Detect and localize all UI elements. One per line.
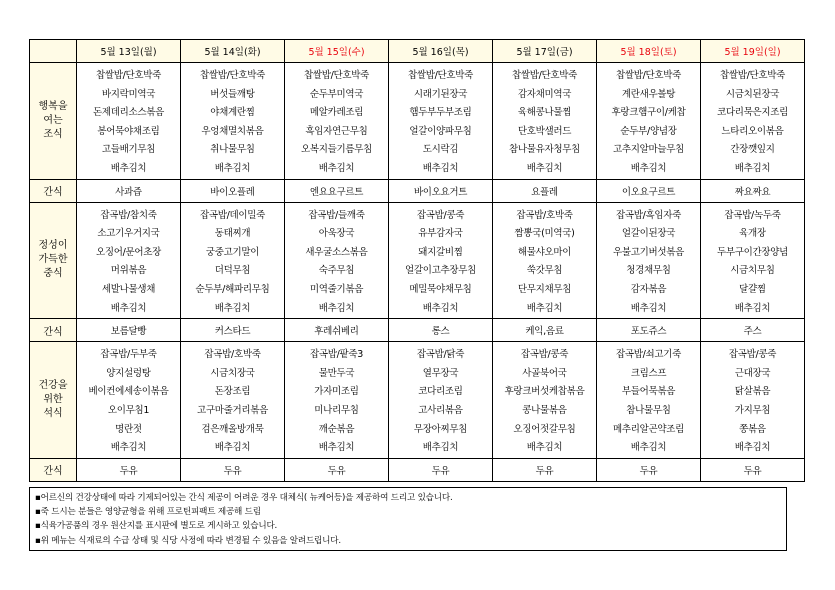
dish-item: 우엉채멸치볶음 xyxy=(201,125,264,137)
dish-item: 배추김치 xyxy=(734,162,771,174)
dish-item: 배추김치 xyxy=(526,302,563,314)
dish-item: 근대장국 xyxy=(734,367,771,379)
snack-item: 커스타드 xyxy=(181,319,285,342)
dish-item: 버섯들깨탕 xyxy=(210,88,255,100)
dish-item: 잡곡밥/녹두죽 xyxy=(724,209,781,221)
dish-item: 고구마줄거리볶음 xyxy=(196,404,269,416)
dish-item: 우불고기버섯볶음 xyxy=(612,246,685,258)
dish-item: 바지락미역국 xyxy=(101,88,156,100)
dish-item: 참나물무침 xyxy=(626,404,671,416)
dish-item: 잡곡밥/닭죽 xyxy=(416,349,465,361)
dish-item: 짬뽕국(미역국) xyxy=(514,228,575,240)
dish-item: 참나물유자청무침 xyxy=(508,144,581,156)
snack-item: 후레쉬베리 xyxy=(285,319,389,342)
dish-item: 해물샤오마이 xyxy=(517,246,572,258)
dish-item: 물만두국 xyxy=(318,367,355,379)
dish-item: 잡곡밥/호박죽 xyxy=(516,209,573,221)
dish-item: 오이무침1 xyxy=(107,404,150,416)
dish-item: 잡곡밥/팥죽3 xyxy=(309,349,364,361)
dish-item: 배추김치 xyxy=(734,302,771,314)
dish-item: 후랑크햄구이/케찹 xyxy=(611,107,686,119)
dish-item: 닭살볶음 xyxy=(734,386,771,398)
dish-item: 배추김치 xyxy=(526,162,563,174)
dish-item: 얼갈이양파무침 xyxy=(409,125,472,137)
dish-item: 시래기된장국 xyxy=(413,88,468,100)
meal-cell xyxy=(701,342,805,459)
dish-item: 단무지채무침 xyxy=(517,283,572,295)
dish-item: 배추김치 xyxy=(110,442,147,454)
snack-item: 두유 xyxy=(493,458,597,481)
snack-item: 두유 xyxy=(389,458,493,481)
meal-cell xyxy=(597,202,701,319)
meal-cell xyxy=(701,63,805,180)
note-line: ▪어르신의 건강상태에 따라 기제되어있는 간식 제공이 어려운 경우 대체식( 뉴케어등)을 제공하여 드리고 있습니다. xyxy=(35,493,453,503)
dish-item: 배추김치 xyxy=(630,442,667,454)
dish-item: 도시락김 xyxy=(422,144,459,156)
dish-item: 쑥갓무침 xyxy=(526,265,563,277)
dish-item: 사골북어국 xyxy=(522,367,567,379)
dish-item: 두부구이간장양념 xyxy=(716,246,789,258)
date-header: 5월 18일(토) xyxy=(597,40,701,63)
meal-cell xyxy=(181,202,285,319)
snack-item: 사과즙 xyxy=(77,179,181,202)
snack-item: 바이오요거트 xyxy=(389,179,493,202)
snack-label: 간식 xyxy=(30,319,77,342)
dish-item: 배추김치 xyxy=(318,442,355,454)
dish-item: 가자미조림 xyxy=(314,386,359,398)
dish-item: 머위볶음 xyxy=(110,265,147,277)
dish-item: 명란젓 xyxy=(115,423,142,435)
meal-cell xyxy=(493,342,597,459)
dish-item: 잡곡밥/콩죽 xyxy=(416,209,465,221)
dish-item: 배추김치 xyxy=(318,162,355,174)
snack-item: 보름달빵 xyxy=(77,319,181,342)
snack-item: 두유 xyxy=(181,458,285,481)
dish-item: 배추김치 xyxy=(110,162,147,174)
snack-item: 이오요구르트 xyxy=(597,179,701,202)
dish-item: 잡곡밥/콩죽 xyxy=(520,349,569,361)
dish-item: 배추김치 xyxy=(318,302,355,314)
dish-item: 베이컨에세송이볶음 xyxy=(88,386,169,398)
dish-item: 배추김치 xyxy=(214,162,251,174)
dish-item: 잡곡밥/호박죽 xyxy=(204,349,261,361)
dish-item: 메밀묵야채무침 xyxy=(409,283,472,295)
dish-item: 무장아찌무침 xyxy=(413,423,468,435)
dish-item: 깨순볶음 xyxy=(318,423,355,435)
meal-row xyxy=(30,202,805,319)
dish-item: 얼갈이고추장무침 xyxy=(404,265,477,277)
dish-item: 코다리조림 xyxy=(418,386,463,398)
snack-item: 포도쥬스 xyxy=(597,319,701,342)
dish-item: 취나물무침 xyxy=(210,144,255,156)
dish-item: 오징어/문어초장 xyxy=(95,246,162,258)
dish-item: 잡곡밥/참치죽 xyxy=(100,209,157,221)
dish-item: 계란새우볼탕 xyxy=(621,88,676,100)
dish-item: 단호박샐러드 xyxy=(517,125,572,137)
dish-item: 배추김치 xyxy=(630,162,667,174)
dish-item: 고사리볶음 xyxy=(418,404,463,416)
dish-item: 얼갈이된장국 xyxy=(621,228,676,240)
note-line: ▪식육가공품의 경우 원산지를 표시판에 별도로 게시하고 있습니다. xyxy=(35,521,278,532)
corner-cell xyxy=(30,40,77,63)
snack-label: 간식 xyxy=(30,458,77,481)
dish-item: 배추김치 xyxy=(734,442,771,454)
dish-item: 콩나물볶음 xyxy=(522,404,567,416)
dish-item: 고추지알마늘무침 xyxy=(612,144,685,156)
dish-item: 후랑크버섯케찹볶음 xyxy=(504,386,585,398)
meal-cell xyxy=(597,63,701,180)
date-header: 5월 17일(금) xyxy=(493,40,597,63)
meal-cell xyxy=(597,342,701,459)
meal-cell xyxy=(389,202,493,319)
dish-item: 시금치무침 xyxy=(730,265,775,277)
snack-item: 짜요짜요 xyxy=(701,179,805,202)
dish-item: 고들배기무침 xyxy=(101,144,156,156)
meal-label: 행복을 여는 조식 xyxy=(30,63,77,180)
dish-item: 야채계란찜 xyxy=(210,107,255,119)
meal-label: 건강을 위한 석식 xyxy=(30,342,77,459)
dish-item: 육해콩나물찜 xyxy=(517,107,572,119)
meal-cell xyxy=(493,63,597,180)
snack-item: 요플레 xyxy=(493,179,597,202)
dish-item: 순두부/해파리무침 xyxy=(195,283,270,295)
notes-box xyxy=(29,487,787,551)
dish-item: 배추김치 xyxy=(214,442,251,454)
dish-item: 잡곡밥/콩죽 xyxy=(728,349,777,361)
meal-cell xyxy=(77,342,181,459)
dish-item: 배추김치 xyxy=(422,442,459,454)
dish-item: 동태찌개 xyxy=(214,228,251,240)
weekly-menu-table xyxy=(29,39,805,482)
dish-item: 찹쌀밥/단호박죽 xyxy=(615,70,682,81)
meal-cell xyxy=(389,342,493,459)
dish-item: 배추김치 xyxy=(630,302,667,314)
snack-item: 엔요요구르트 xyxy=(285,179,389,202)
dish-item: 코다리묵은지조림 xyxy=(716,107,789,119)
dish-item: 미역줄기볶음 xyxy=(309,283,364,295)
date-header: 5월 15일(수) xyxy=(285,40,389,63)
dish-item: 오복지들기름무침 xyxy=(300,144,373,156)
meal-cell xyxy=(181,63,285,180)
dish-item: 배추김치 xyxy=(422,302,459,314)
dish-item: 메알카레조림 xyxy=(309,107,364,119)
dish-item: 배추김치 xyxy=(110,302,147,314)
meal-cell xyxy=(285,63,389,180)
dish-item: 잡곡밥/두부죽 xyxy=(100,349,157,361)
dish-item: 찹쌀밥/단호박죽 xyxy=(719,70,786,81)
dish-item: 소고기우거지국 xyxy=(97,228,160,240)
meal-cell xyxy=(285,202,389,319)
snack-item: 롱스 xyxy=(389,319,493,342)
dish-item: 찹쌀밥/단호박죽 xyxy=(407,70,474,81)
dish-item: 잡곡밥/쇠고기죽 xyxy=(615,349,682,361)
snack-item: 두유 xyxy=(701,458,805,481)
dish-item: 달걀찜 xyxy=(739,283,766,295)
snack-row xyxy=(30,319,805,342)
meal-cell xyxy=(285,342,389,459)
dish-item: 찹쌀밥/단호박죽 xyxy=(199,70,266,81)
meal-cell xyxy=(389,63,493,180)
snack-label: 간식 xyxy=(30,179,77,202)
dish-item: 배추김치 xyxy=(214,302,251,314)
snack-item: 케익,음료 xyxy=(493,319,597,342)
dish-item: 흑임자연근무침 xyxy=(305,125,368,137)
dish-item: 찹쌀밥/단호박죽 xyxy=(95,70,162,81)
dish-item: 돈장조림 xyxy=(214,386,251,398)
dish-item: 세발나물생채 xyxy=(101,283,156,295)
dish-item: 새우굴소스볶음 xyxy=(305,246,368,258)
dish-item: 배추김치 xyxy=(526,442,563,454)
dish-item: 양지설렁탕 xyxy=(106,367,151,379)
dish-item: 봉어묵야채조림 xyxy=(97,125,160,137)
dish-item: 돼지갈비찜 xyxy=(418,246,463,258)
dish-item: 순두부미역국 xyxy=(309,88,364,100)
dish-item: 미나리무침 xyxy=(314,404,359,416)
dish-item: 크림스프 xyxy=(630,367,667,379)
dish-item: 배추김치 xyxy=(422,162,459,174)
dish-item: 느타리오이볶음 xyxy=(721,125,784,137)
snack-row xyxy=(30,179,805,202)
meal-cell xyxy=(77,63,181,180)
snack-item: 두유 xyxy=(285,458,389,481)
dish-item: 잡곡밥/흑임자죽 xyxy=(615,209,682,221)
dish-item: 숙주무침 xyxy=(318,265,355,277)
dish-item: 시금치장국 xyxy=(210,367,255,379)
dish-item: 순두부/양념장 xyxy=(620,125,677,137)
snack-row xyxy=(30,458,805,481)
meal-label: 정성이 가득한 중식 xyxy=(30,202,77,319)
note-line: ▪위 메뉴는 식재료의 수급 상태 및 식당 사정에 따라 변경될 수 있음을 알려드립니다. xyxy=(35,535,341,546)
dish-item: 아욱장국 xyxy=(318,228,355,240)
date-header-row xyxy=(30,40,805,63)
dish-item: 오징어젓갈무침 xyxy=(513,423,576,435)
dish-item: 찹쌀밥/단호박죽 xyxy=(511,70,578,81)
dish-item: 감자채미역국 xyxy=(517,88,572,100)
meal-cell xyxy=(77,202,181,319)
dish-item: 가지무침 xyxy=(734,404,771,416)
dish-item: 육개장 xyxy=(739,228,766,240)
date-header: 5월 16일(목) xyxy=(389,40,493,63)
dish-item: 시금치된장국 xyxy=(725,88,780,100)
snack-item: 바이오플레 xyxy=(181,179,285,202)
dish-item: 궁중고기말이 xyxy=(205,246,260,258)
dish-item: 유부감자국 xyxy=(418,228,463,240)
dish-item: 돈제데리소스볶음 xyxy=(92,107,165,119)
dish-item: 찹쌀밥/단호박죽 xyxy=(303,70,370,81)
dish-item: 잡곡밥/들깨죽 xyxy=(308,209,365,221)
dish-item: 감자볶음 xyxy=(630,283,667,295)
dish-item: 잡곡밥/데이밀죽 xyxy=(199,209,266,221)
date-header: 5월 13일(월) xyxy=(77,40,181,63)
dish-item: 더덕무침 xyxy=(214,265,251,277)
dish-item: 검은깨올방개묵 xyxy=(201,423,264,435)
meal-cell xyxy=(493,202,597,319)
meal-row xyxy=(30,342,805,459)
dish-item: 열무장국 xyxy=(422,367,459,379)
dish-item: 쫑볶음 xyxy=(739,423,766,435)
note-line: ▪죽 드시는 분들은 영양균형을 위해 프로틴피팩트 제공해 드림 xyxy=(35,507,261,518)
snack-item: 주스 xyxy=(701,319,805,342)
snack-item: 두유 xyxy=(597,458,701,481)
snack-item: 두유 xyxy=(77,458,181,481)
meal-cell xyxy=(701,202,805,319)
dish-item: 간장깻잎지 xyxy=(730,144,775,156)
date-header: 5월 14일(화) xyxy=(181,40,285,63)
date-header: 5월 19일(일) xyxy=(701,40,805,63)
dish-item: 햄두부두부조림 xyxy=(409,107,472,119)
dish-item: 부들어묵볶음 xyxy=(621,386,676,398)
dish-item: 메추리알곤약조림 xyxy=(612,423,685,435)
meal-cell xyxy=(181,342,285,459)
meal-row xyxy=(30,63,805,180)
dish-item: 청경채무침 xyxy=(626,265,671,277)
